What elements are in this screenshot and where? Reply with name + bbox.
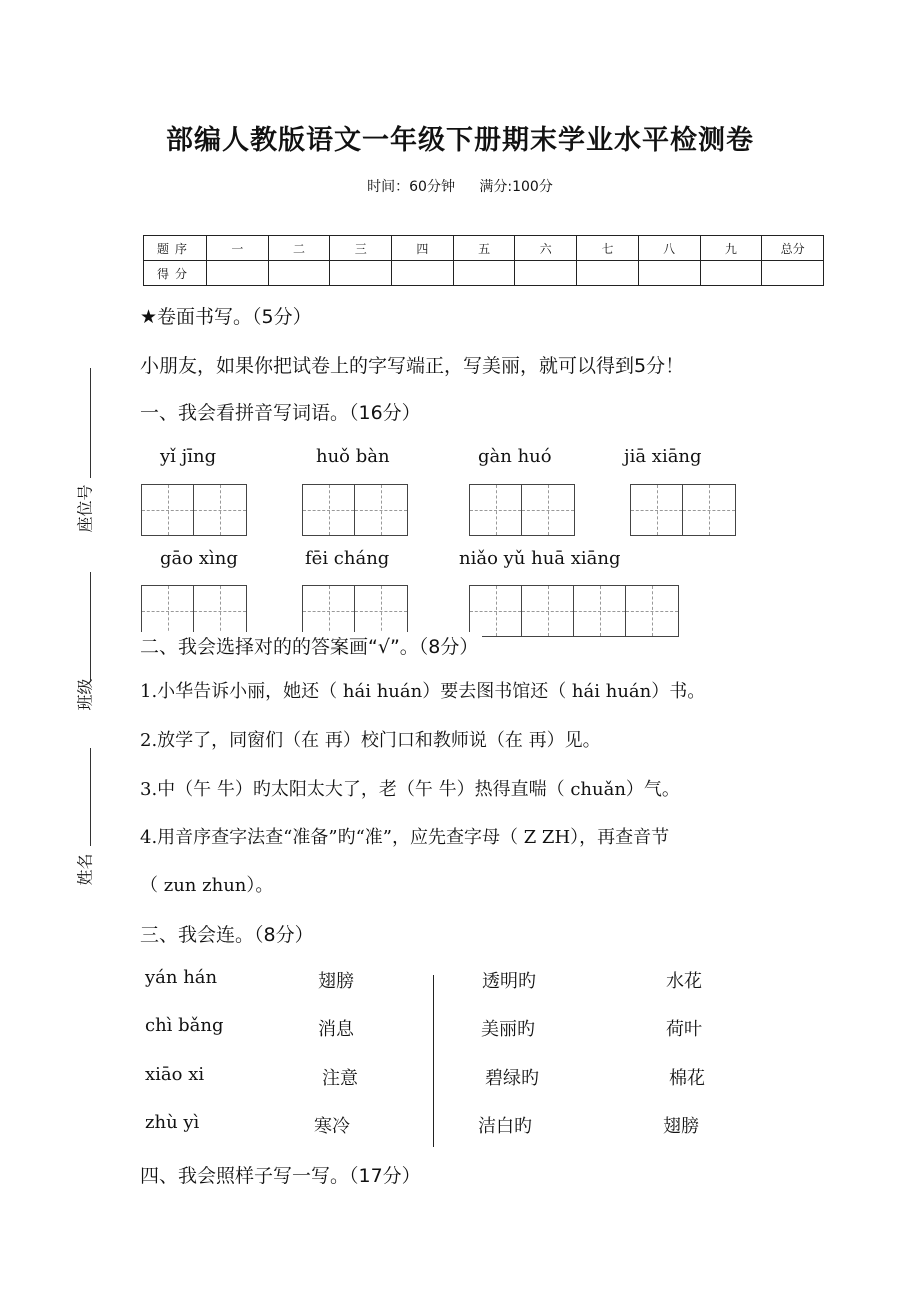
grid-cell[interactable] [683,485,735,535]
grid-cell[interactable] [631,485,683,535]
match-adjective[interactable]: 美丽旳 [481,1019,535,1040]
grid-cell[interactable] [142,586,194,636]
match-adjective[interactable]: 碧绿旳 [485,1068,539,1089]
score-cell[interactable] [330,261,392,286]
score-cell[interactable] [453,261,515,286]
question-line: （ zun zhun）。 [140,875,274,896]
score-col: 四 [392,236,454,261]
writing-grid[interactable] [141,585,247,637]
grid-cell[interactable] [470,586,522,636]
score-col: 五 [453,236,515,261]
handwriting-intro: 小朋友，如果你把试卷上的字写端正，写美丽，就可以得到5分！ [140,355,685,377]
name-line [90,748,91,846]
full-score: 满分:100分 [479,179,553,195]
score-col: 三 [330,236,392,261]
score-cell[interactable] [700,261,762,286]
question-line: 2.放学了，同窗们（在 再）校门口和教师说（在 再）见。 [140,730,601,751]
writing-grid[interactable] [302,585,408,637]
score-cell[interactable] [515,261,577,286]
score-cell[interactable] [392,261,454,286]
writing-grid[interactable] [302,484,408,536]
connect-divider [433,975,434,1147]
match-pinyin[interactable]: chì bǎng [145,1015,224,1036]
score-cell[interactable] [638,261,700,286]
score-cell[interactable] [577,261,639,286]
section-connect-heading: 三、我会连。（8分） [140,924,314,946]
question-line: 4.用音序查字法查“准备”旳“准”，应先查字母（ Z ZH），再查音节 [140,827,670,848]
question-line: 3.中（午 牛）旳太阳太大了，老（午 牛）热得直喘（ chuǎn）气。 [140,779,680,800]
grid-cell[interactable] [194,586,246,636]
score-table-score-row [144,261,824,286]
match-pinyin[interactable]: zhù yì [145,1112,200,1133]
grid-cell[interactable] [355,586,407,636]
name-label: 姓名 [75,853,95,886]
match-noun[interactable]: 棉花 [669,1068,705,1089]
question-line: 1.小华告诉小丽，她还（ hái huán）要去图书馆还（ hái huán）书。 [140,681,706,702]
match-noun[interactable]: 荷叶 [666,1019,702,1040]
match-word[interactable]: 翅膀 [318,971,354,992]
score-col: 九 [700,236,762,261]
writing-grid[interactable] [630,484,736,536]
section-handwriting-heading: ★卷面书写。（5分） [140,306,312,328]
pinyin-prompt: gāo xìng [160,548,238,569]
grid-cell[interactable] [522,485,574,535]
score-cell[interactable] [207,261,269,286]
score-col: 总分 [762,236,824,261]
score-cell[interactable] [268,261,330,286]
match-noun[interactable]: 翅膀 [663,1116,699,1137]
pinyin-prompt: huǒ bàn [316,446,390,467]
grid-cell[interactable] [522,586,574,636]
writing-grid[interactable] [141,484,247,536]
score-col: 六 [515,236,577,261]
grid-cell[interactable] [303,586,355,636]
writing-grid[interactable] [469,585,679,637]
score-col: 一 [207,236,269,261]
grid-cell[interactable] [355,485,407,535]
match-noun[interactable]: 水花 [666,971,702,992]
seat-line [90,368,91,478]
score-table-header-row [144,236,824,261]
class-label: 班级 [75,678,95,711]
class-line [90,572,91,680]
pinyin-prompt: jiā xiāng [624,446,702,467]
pinyin-prompt: niǎo yǔ huā xiāng [459,548,621,569]
match-word[interactable]: 注意 [322,1068,358,1089]
match-pinyin[interactable]: xiāo xi [145,1064,205,1085]
grid-cell[interactable] [303,485,355,535]
grid-cell[interactable] [470,485,522,535]
grid-cell[interactable] [626,586,678,636]
section-pinyin-heading: 一、我会看拼音写词语。（16分） [140,402,421,424]
seat-label: 座位号 [75,484,95,533]
pinyin-prompt: fēi cháng [305,548,390,569]
time-limit: 时间：60分钟 [367,179,455,195]
pinyin-prompt: gàn huó [478,446,552,467]
writing-grid[interactable] [469,484,575,536]
score-table-row-label: 题序 [144,236,207,261]
score-cell[interactable] [762,261,824,286]
page-title: 部编人教版语文一年级下册期末学业水平检测卷 [166,125,754,156]
score-table-row-label: 得分 [144,261,207,286]
match-adjective[interactable]: 透明旳 [482,971,536,992]
grid-cell[interactable] [194,485,246,535]
pinyin-prompt: yǐ jīng [160,446,217,467]
grid-cell[interactable] [574,586,626,636]
match-word[interactable]: 寒冷 [314,1116,350,1137]
section-choose-heading: 二、我会选择对的的答案画“√”。（8分） [140,632,482,659]
match-adjective[interactable]: 洁白旳 [478,1116,532,1137]
score-col: 二 [268,236,330,261]
score-col: 七 [577,236,639,261]
exam-info [0,176,920,196]
section-imitate-heading: 四、我会照样子写一写。（17分） [140,1165,421,1187]
match-word[interactable]: 消息 [318,1019,354,1040]
score-table [143,235,824,286]
grid-cell[interactable] [142,485,194,535]
match-pinyin[interactable]: yán hán [145,967,218,988]
score-col: 八 [638,236,700,261]
